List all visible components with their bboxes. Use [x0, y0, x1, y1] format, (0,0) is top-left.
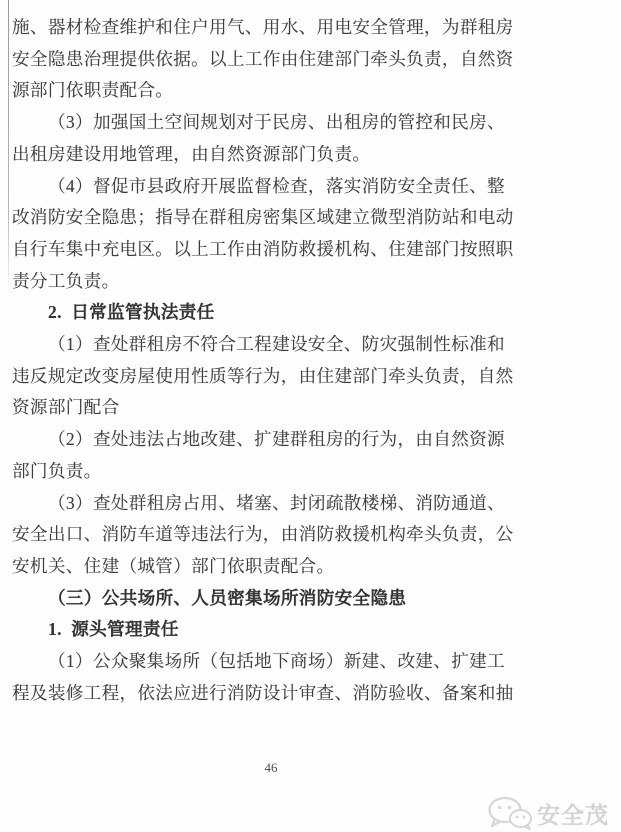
doc-line: 程及装修工程，依法应进行消防设计审查、消防验收、备案和抽 [12, 682, 514, 703]
doc-line: （1）查处群租房不符合工程建设安全、防灾强制性标准和 [48, 334, 505, 355]
page-number: 46 [264, 760, 278, 775]
doc-heading: 1. 源头管理责任 [48, 619, 179, 640]
doc-line: 安全出口、消防车道等违法行为，由消防救援机构牵头负责，公 [12, 524, 514, 545]
doc-line: 源部门依职责配合。 [12, 80, 174, 101]
doc-line: 改消防安全隐患；指导在群租房密集区域建立微型消防站和电动 [12, 207, 514, 228]
doc-line: 违反规定改变房屋使用性质等行为，由住建部门牵头负责，自然 [12, 365, 514, 386]
doc-heading: （三）公共场所、人员密集场所消防安全隐患 [48, 587, 407, 608]
doc-line: 责分工负责。 [12, 270, 120, 291]
doc-line: （1）公众聚集场所（包括地下商场）新建、改建、扩建工 [48, 651, 505, 672]
wechat-icon [488, 796, 532, 830]
brand-name: 安全茂 [537, 801, 609, 828]
doc-line: 出租房建设用地管理，由自然资源部门负责。 [12, 143, 371, 164]
doc-line: 资源部门配合 [12, 397, 120, 418]
doc-line: 安机关、住建（城管）部门依职责配合。 [12, 555, 335, 576]
scan-artifact-line [8, 0, 9, 300]
doc-line: （2）查处违法占地改建、扩建群租房的行为，由自然资源 [48, 429, 505, 450]
doc-line: 部门负责。 [12, 460, 102, 481]
doc-line: 安全隐患治理提供依据。以上工作由住建部门牵头负责，自然资 [12, 48, 514, 69]
document-body [12, 12, 514, 709]
doc-line: （3）查处群租房占用、堵塞、封闭疏散楼梯、消防通道、 [48, 492, 505, 513]
doc-heading: 2. 日常监管执法责任 [48, 302, 215, 323]
brand-watermark [488, 796, 609, 830]
doc-line: （3）加强国土空间规划对于民房、出租房的管控和民房、 [48, 112, 505, 133]
doc-line: （4）督促市县政府开展监督检查，落实消防安全责任、整 [48, 175, 505, 196]
doc-line: 自行车集中充电区。以上工作由消防救援机构、住建部门按照职 [12, 238, 514, 259]
doc-line: 施、器材检查维护和住户用气、用水、用电安全管理，为群租房 [12, 17, 514, 37]
